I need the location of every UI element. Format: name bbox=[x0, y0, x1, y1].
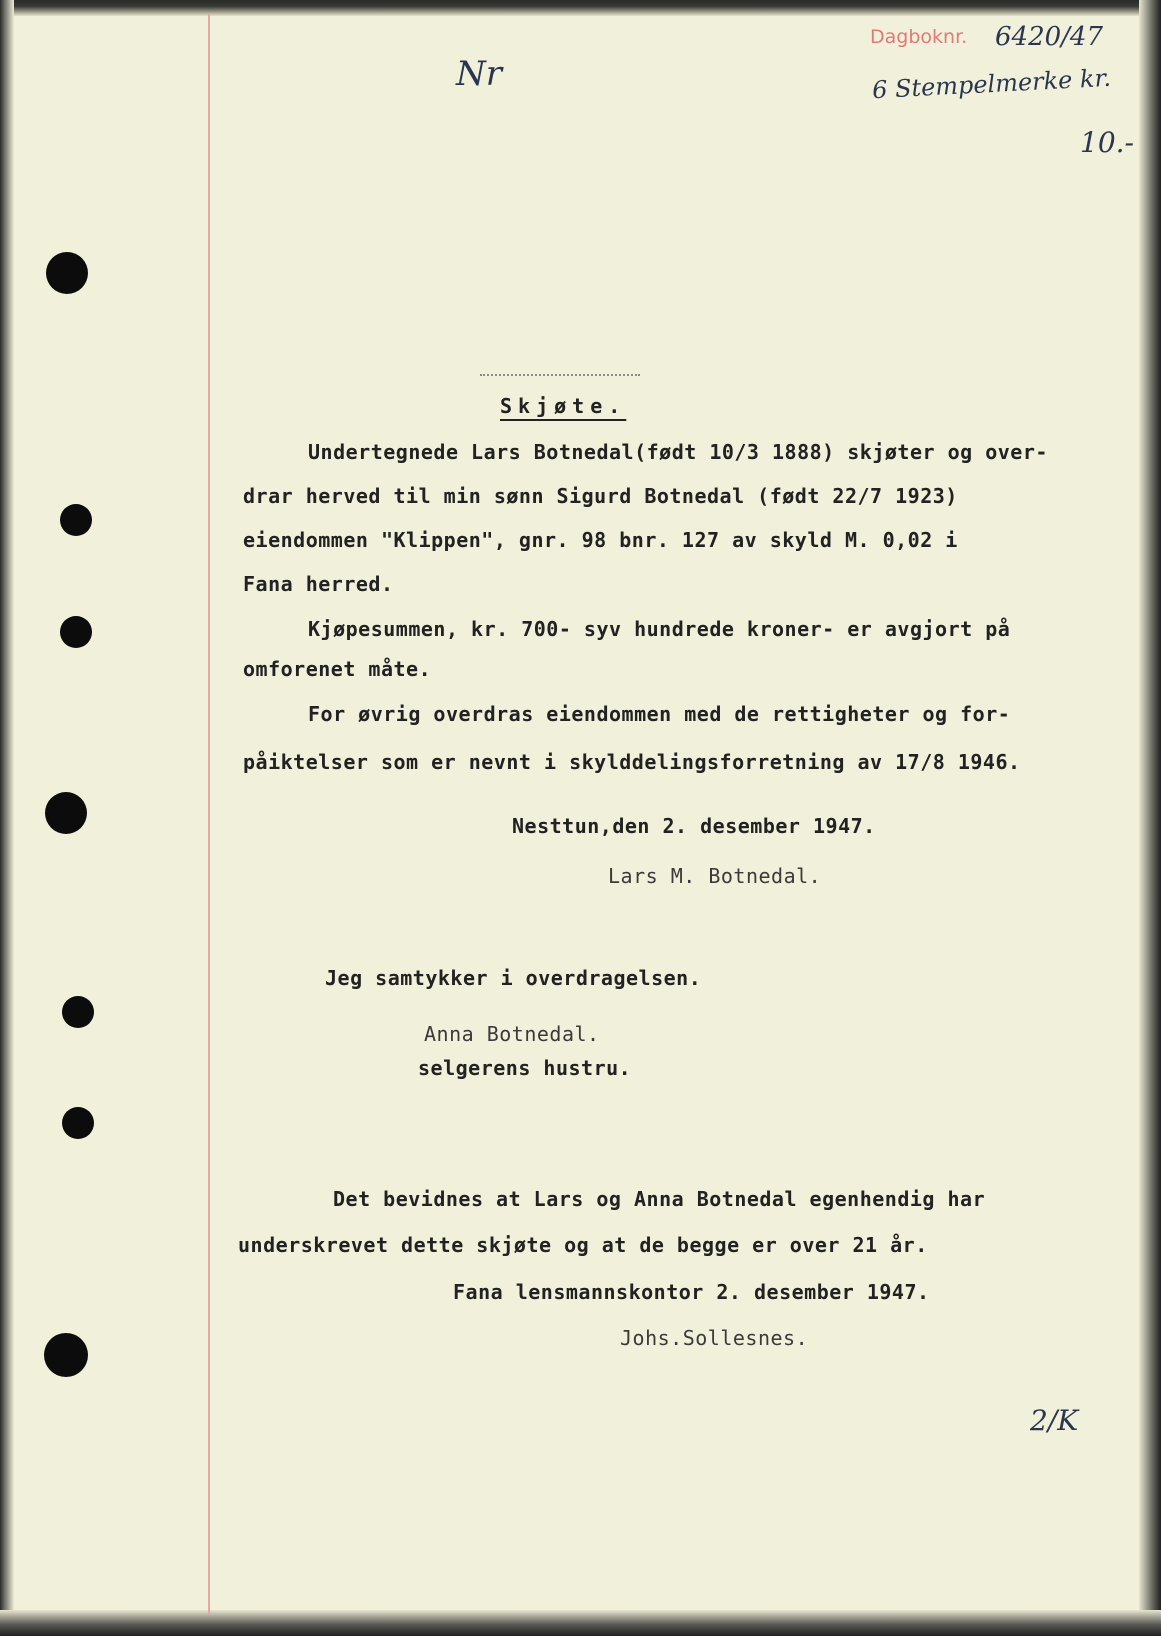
punch-hole bbox=[46, 252, 88, 294]
spouse-signature: Anna Botnedal. bbox=[424, 1022, 600, 1046]
attestation-line: Det bevidnes at Lars og Anna Botnedal egenhendig har bbox=[333, 1187, 986, 1211]
scan-edge-left bbox=[0, 0, 14, 1636]
attestation-line: underskrevet dette skjøte og at de begge er over 21 år. bbox=[238, 1233, 928, 1257]
body-line: påiktelser som er nevnt i skylddelingsforretning av 17/8 1946. bbox=[243, 750, 1021, 774]
stamp-duty-amount: 10.- bbox=[1080, 126, 1134, 159]
body-line: omforenet måte. bbox=[243, 657, 432, 681]
punch-hole bbox=[62, 996, 94, 1028]
punch-hole bbox=[60, 616, 92, 648]
consent-statement: Jeg samtykker i overdragelsen. bbox=[325, 966, 702, 990]
document-title: Skjøte. bbox=[500, 394, 627, 418]
office-date: Fana lensmannskontor 2. desember 1947. bbox=[453, 1280, 930, 1304]
body-line: Undertegnede Lars Botnedal(født 10/3 1888) skjøter og over- bbox=[308, 440, 1048, 464]
officer-signature: Johs.Sollesnes. bbox=[620, 1326, 809, 1350]
margin-rule bbox=[208, 14, 210, 1614]
punch-hole bbox=[62, 1107, 94, 1139]
spouse-role: selgerens hustru. bbox=[418, 1056, 632, 1080]
punch-hole bbox=[45, 792, 87, 834]
stamp-duty-note: 6 Stempelmerke kr. bbox=[871, 63, 1112, 105]
dagbok-stamp: Dagboknr. bbox=[870, 26, 968, 48]
punch-hole bbox=[60, 504, 92, 536]
place-date: Nesttun,den 2. desember 1947. bbox=[512, 814, 876, 838]
scan-edge-bottom bbox=[0, 1610, 1161, 1636]
body-line: eiendommen "Klippen", gnr. 98 bnr. 127 av skyld M. 0,02 i bbox=[243, 528, 958, 552]
scan-edge-right bbox=[1139, 0, 1161, 1636]
punch-hole bbox=[44, 1333, 88, 1377]
body-line: Fana herred. bbox=[243, 572, 394, 596]
seller-signature: Lars M. Botnedal. bbox=[608, 864, 822, 888]
scan-edge-top bbox=[0, 0, 1161, 16]
journal-number: 6420/47 bbox=[995, 22, 1104, 52]
title-dots bbox=[480, 374, 640, 376]
body-line: Kjøpesummen, kr. 700- syv hundrede kroner- er avgjort på bbox=[308, 617, 1011, 641]
body-line: drar herved til min sønn Sigurd Botnedal (født 22/7 1923) bbox=[243, 484, 958, 508]
body-line: For øvrig overdras eiendommen med de rettigheter og for- bbox=[308, 702, 1011, 726]
initials: Nr bbox=[456, 54, 503, 94]
corner-mark: 2/K bbox=[1030, 1404, 1079, 1437]
